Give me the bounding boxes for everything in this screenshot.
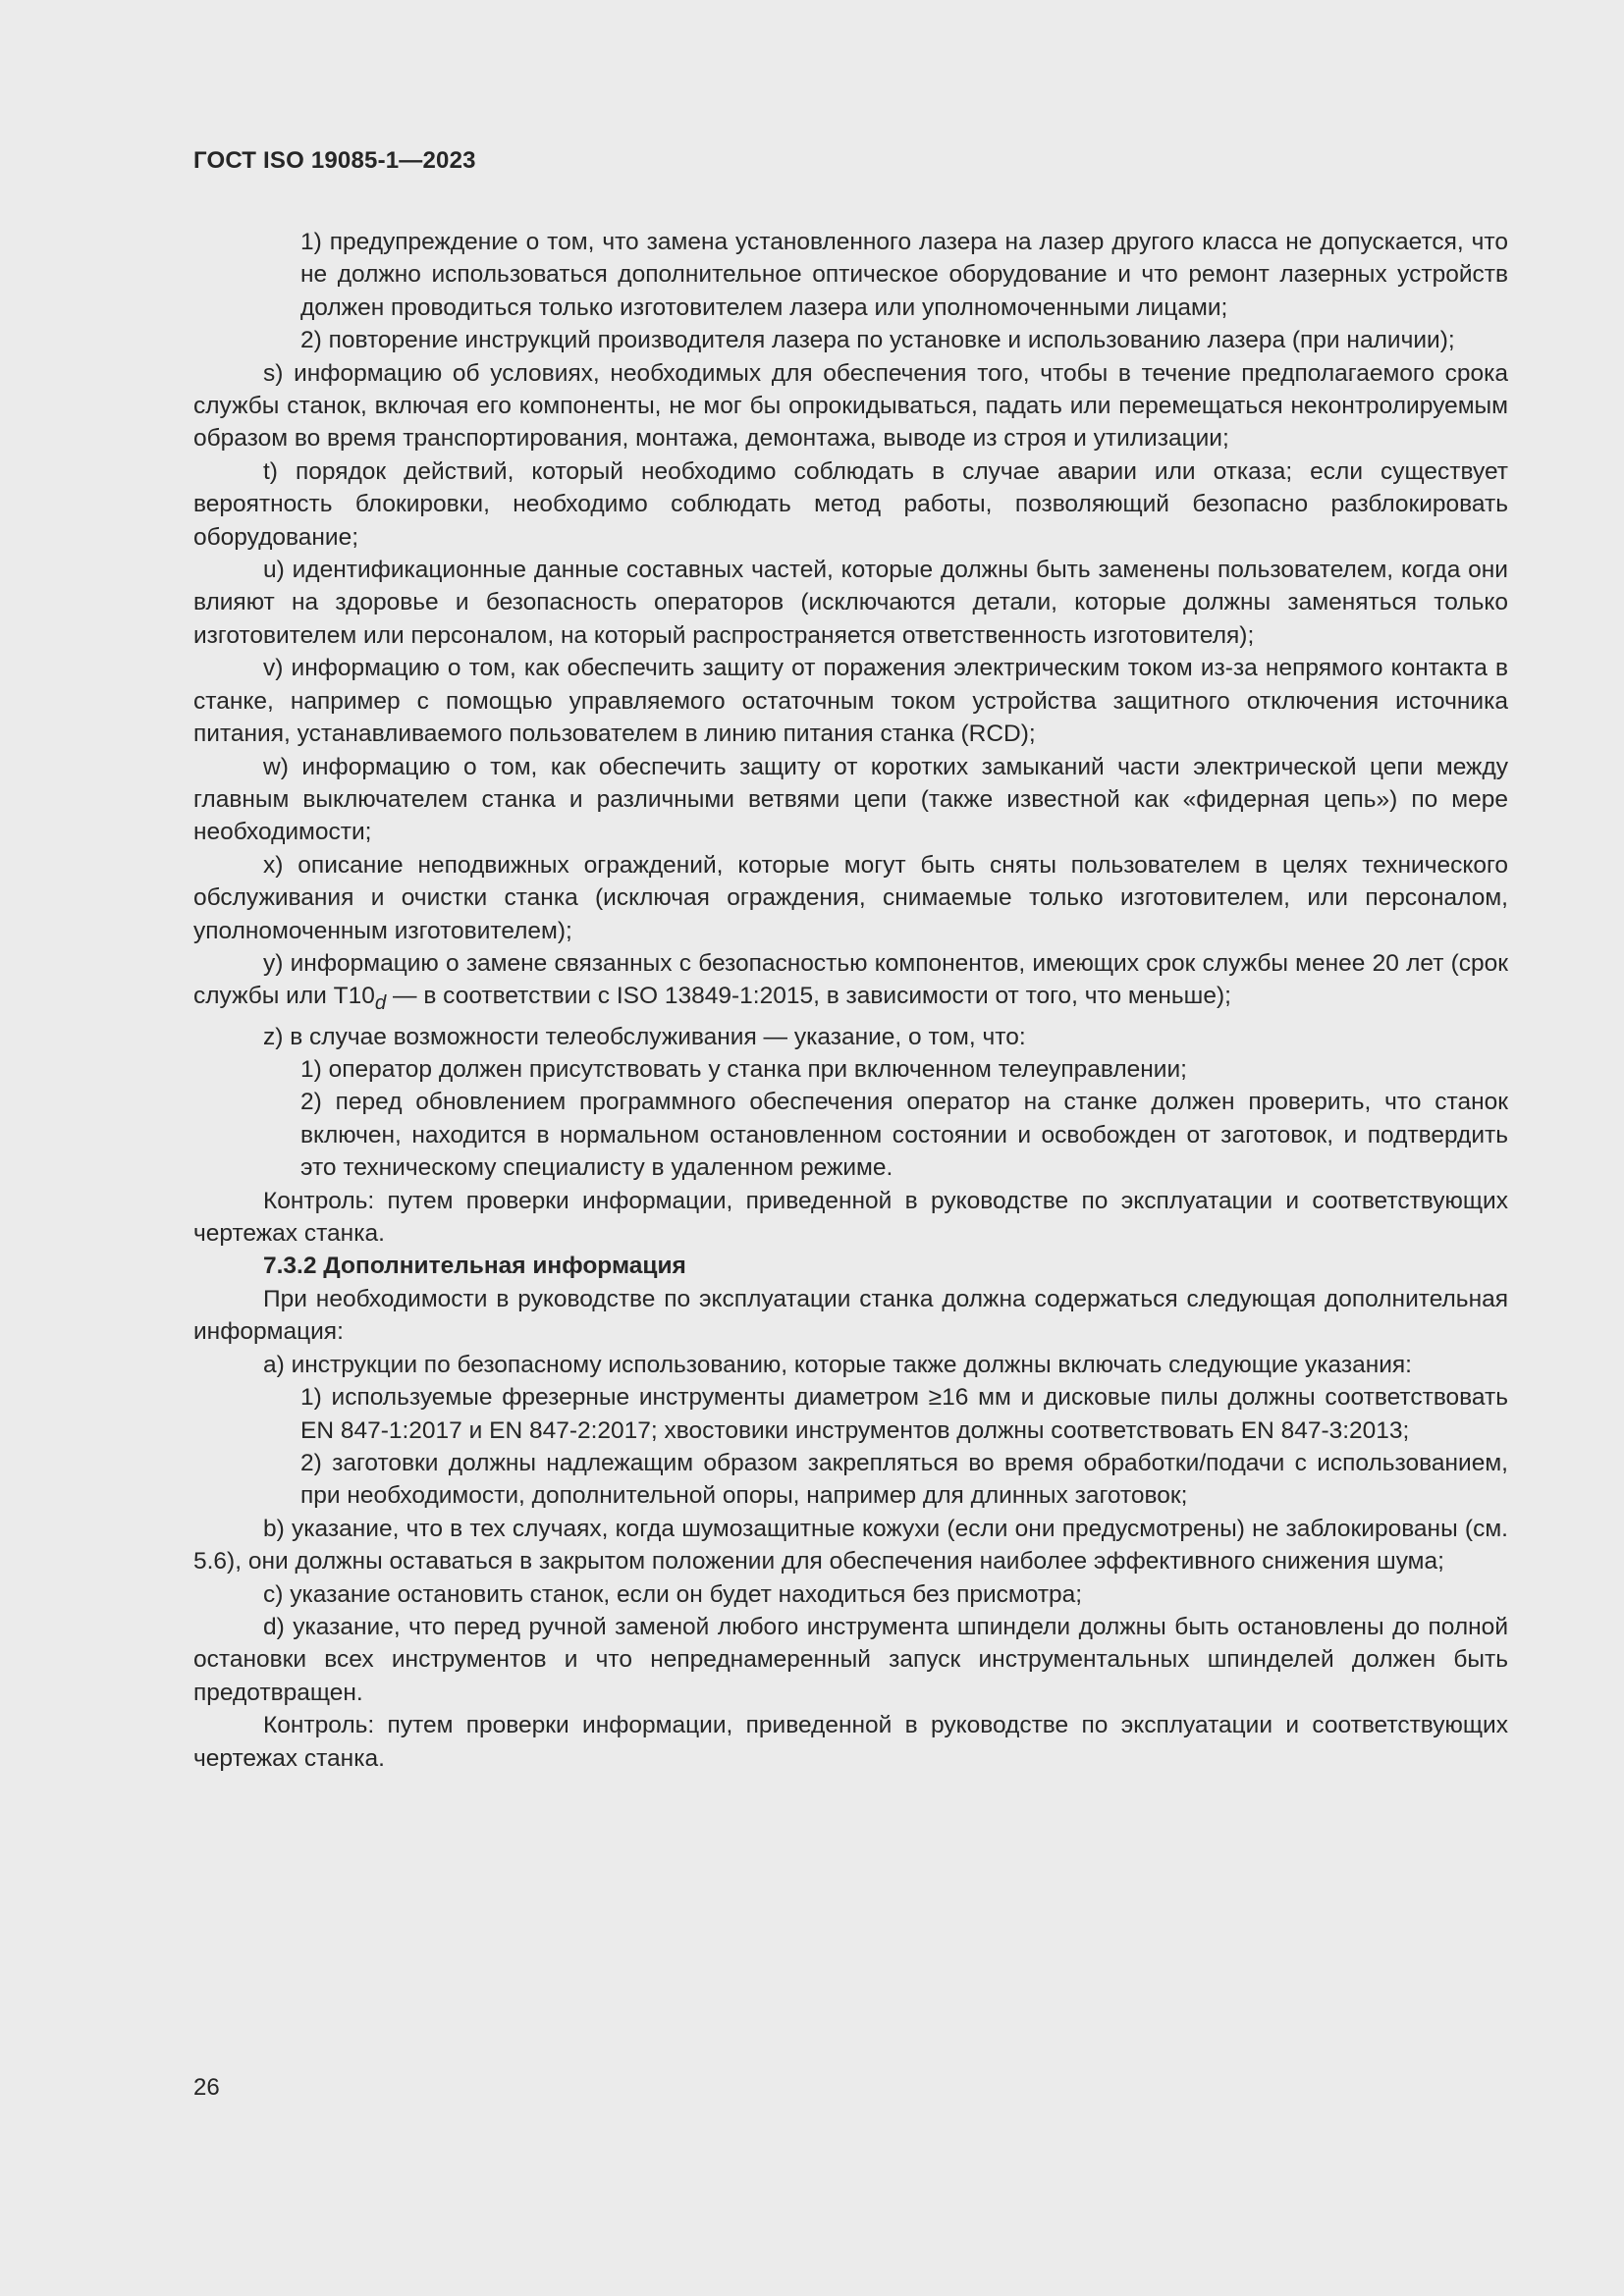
list-item: d) указание, что перед ручной заменой любого инструмента шпиндели должны быть остановлены до полной остановки всех инструментов и что непреднамеренный запуск инструментальных шпинделей должен быть предотвращен. [193, 1613, 1508, 1706]
page-number: 26 [193, 2074, 220, 2101]
list-item: u) идентификационные данные составных частей, которые должны быть заменены пользователем, когда они влияют на здоровье и безопасность операторов (исключаются детали, которые должны заменяться только изготовителем или персоналом, на который распространяется ответственность изготовителя); [193, 557, 1508, 649]
list-item: s) информацию об условиях, необходимых для обеспечения того, чтобы в течение предполагаемого срока службы станок, включая его компоненты, не мог бы опрокидываться, падать или перемещаться неконтролируемым образом во время транспортирования, монтажа, демонтажа, выводе из строя и утилизации; [193, 359, 1508, 453]
list-item: z) в случае возможности телеобслуживания — указание, о том, что: [263, 1023, 1026, 1050]
list-subitem: 2) перед обновлением программного обеспечения оператор на станке должен проверить, что станок включен, находится в нормальном остановленном состоянии и освобожден от заготовок, и подтвердить это техническому специалисту в удаленном режиме. [300, 1089, 1508, 1182]
list-subitem: 1) предупреждение о том, что замена установленного лазера на лазер другого класса не допускается, что не должно использоваться дополнительное оптическое оборудование и что ремонт лазерных устройств должен проводиться только изготовителем лазера или уполномоченными лицами; [300, 229, 1508, 321]
list-item: c) указание остановить станок, если он будет находиться без присмотра; [263, 1580, 1083, 1608]
section-heading: 7.3.2 Дополнительная информация [263, 1253, 686, 1280]
list-item: b) указание, что в тех случаях, когда шумозащитные кожухи (если они предусмотрены) не заблокированы (см. 5.6), они должны оставаться в закрытом положении для обеспечения наиболее эффективного снижения шума; [193, 1515, 1508, 1575]
control-note: Контроль: путем проверки информации, приведенной в руководстве по эксплуатации и соответствующих чертежах станка. [193, 1712, 1508, 1772]
document-header: ГОСТ ISO 19085-1—2023 [193, 147, 476, 174]
list-subitem: 2) заготовки должны надлежащим образом закрепляться во время обработки/подачи с использованием, при необходимости, дополнительной опоры, например для длинных заготовок; [300, 1449, 1508, 1510]
list-item: w) информацию о том, как обеспечить защиту от коротких замыканий части электрической цепи между главным выключателем станка и различными ветвями цепи (также известной как «фидерная цепь») по мере необходимости; [193, 753, 1508, 846]
list-item: a) инструкции по безопасному использованию, которые также должны включать следующие указания: [263, 1351, 1412, 1378]
paragraph-text: y) информацию о замене связанных с безопасностью компонентов, имеющих срок службы менее 20 лет (срок службы или T10 [193, 949, 1508, 1010]
list-item: t) порядок действий, который необходимо соблюдать в случае аварии или отказа; если существует вероятность блокировки, необходимо соблюдать метод работы, позволяющий безопасно разблокировать оборудование; [193, 457, 1508, 551]
list-subitem: 1) оператор должен присутствовать у станка при включенном телеуправлении; [300, 1056, 1187, 1084]
body-text: При необходимости в руководстве по эксплуатации станка должна содержаться следующая дополнительная информация: [193, 1285, 1508, 1346]
list-item [193, 947, 1508, 1021]
list-subitem: 1) используемые фрезерные инструменты диаметром ≥16 мм и дисковые пилы должны соответствовать EN 847-1:2017 и EN 847-2:2017; хвостовики инструментов должны соответствовать EN 847-3:2013; [300, 1384, 1508, 1444]
list-item: v) информацию о том, как обеспечить защиту от поражения электрическим током из-за непрямого контакта в станке, например с помощью управляемого остаточным током устройства защитного отключения источника питания, устанавливаемого пользователем в линию питания станка (RCD); [193, 655, 1508, 748]
paragraph-text: — в соответствии с ISO 13849-1:2015, в зависимости от того, что меньше); [386, 983, 1231, 1010]
control-note: Контроль: путем проверки информации, приведенной в руководстве по эксплуатации и соответствующих чертежах станка. [193, 1187, 1508, 1248]
subscript: d [374, 992, 387, 1015]
list-subitem: 2) повторение инструкций производителя лазера по установке и использованию лазера (при наличии); [300, 327, 1455, 354]
document-body [193, 226, 1508, 1775]
list-item: x) описание неподвижных ограждений, которые могут быть сняты пользователем в целях технического обслуживания и очистки станка (исключая ограждения, снимаемые только изготовителем, или персоналом, уполномоченным изготовителем); [193, 851, 1508, 944]
